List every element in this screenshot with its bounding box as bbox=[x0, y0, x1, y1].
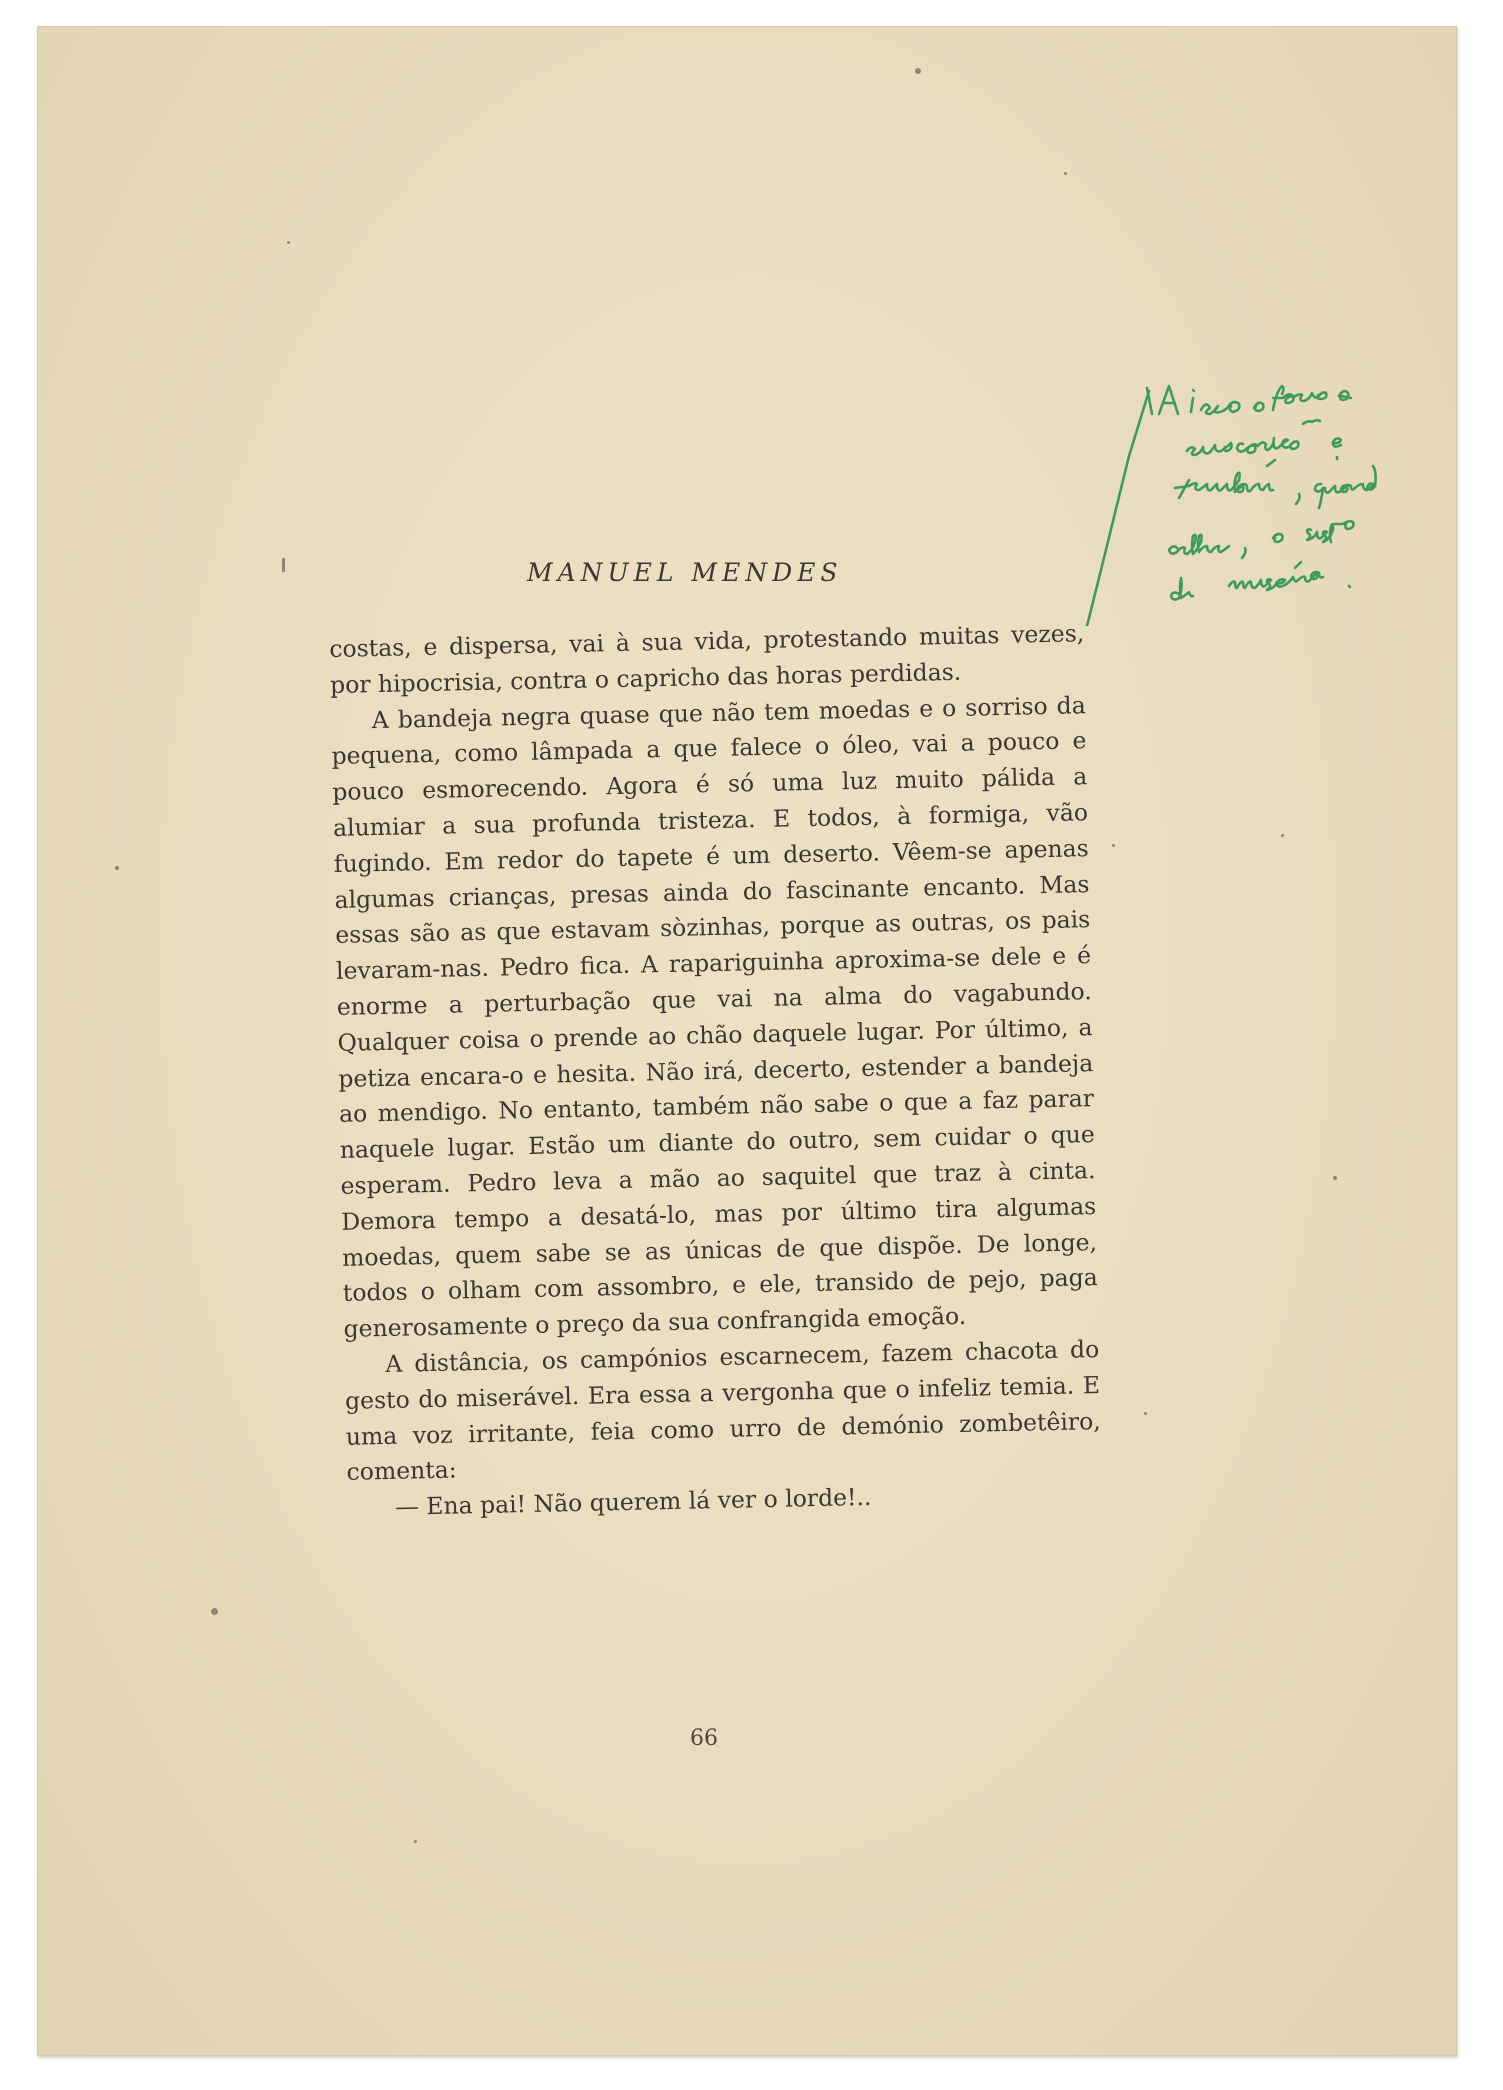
annotation-guide-line bbox=[1087, 391, 1149, 626]
paper-speck bbox=[1281, 834, 1284, 837]
paper-speck bbox=[1144, 1412, 1147, 1415]
paper-speck bbox=[282, 558, 285, 572]
handwritten-annotation bbox=[1067, 326, 1487, 626]
paper-speck bbox=[414, 1840, 417, 1843]
paper-speck bbox=[287, 241, 290, 244]
paper-speck bbox=[1064, 172, 1067, 175]
paper-speck bbox=[915, 68, 921, 74]
paragraph-distancia: A distância, os campónios escarnecem, fazem chacota do gesto do miserável. Era essa a vergonha que o infeliz temia. E uma voz irritante, feia como urro de demónio zombetêiro, comenta: bbox=[344, 1334, 1101, 1487]
paper-speck bbox=[115, 866, 119, 870]
book-page bbox=[37, 26, 1457, 2056]
paper-speck bbox=[1333, 1176, 1337, 1180]
dialogue-line: — Ena pai! Não querem lá ver o lorde!.. bbox=[395, 1482, 872, 1521]
paper-speck bbox=[211, 1608, 218, 1615]
body-text bbox=[329, 616, 1103, 1527]
running-head-author: MANUEL MENDES bbox=[527, 558, 843, 587]
page-number: 66 bbox=[690, 1726, 718, 1751]
paragraph-bandeja: A bandeja negra quase que não tem moedas e o sorriso da pequena, como lâmpada a que falece o óleo, vai a pouco e pouco esmorecendo. Agora é só uma luz muito pálida a alumiar a sua profunda tristeza. E todos, à formiga, vão fugindo. Em redor do tapete é um deserto. Vêem-se apenas algumas crianças, presas ainda do fascinante encanto. Mas essas são as que estavam sòzinhas, porque as outras, os pais levaram-nas. Pedro fica. A rapariguinha aproxima-se dele e é enorme a perturbação que vai na alma do vagabundo. Qualquer coisa o prende ao chão daquele lugar. Por último, a petiza encara-o e hesita. Não irá, decerto, estender a bandeja ao mendigo. No entanto, também não sabe o que a faz parar naquele lugar. Estão um diante do outro, sem cuidar o que esperam. Pedro leva a mão ao saquitel que traz à cinta. Demora tempo a desatá-lo, mas por último tira algumas moedas, quem sabe se as únicas de que dispõe. De longe, todos o olham com assombro, e ele, transido de pejo, paga generosamente o preço da sua confrangida emoção. bbox=[331, 690, 1098, 1343]
paper-speck bbox=[1112, 844, 1115, 847]
paragraph-continued: costas, e dispersa, vai à sua vida, protestando muitas vezes, por hipocrisia, contra o capricho das horas perdidas. bbox=[329, 619, 1085, 699]
